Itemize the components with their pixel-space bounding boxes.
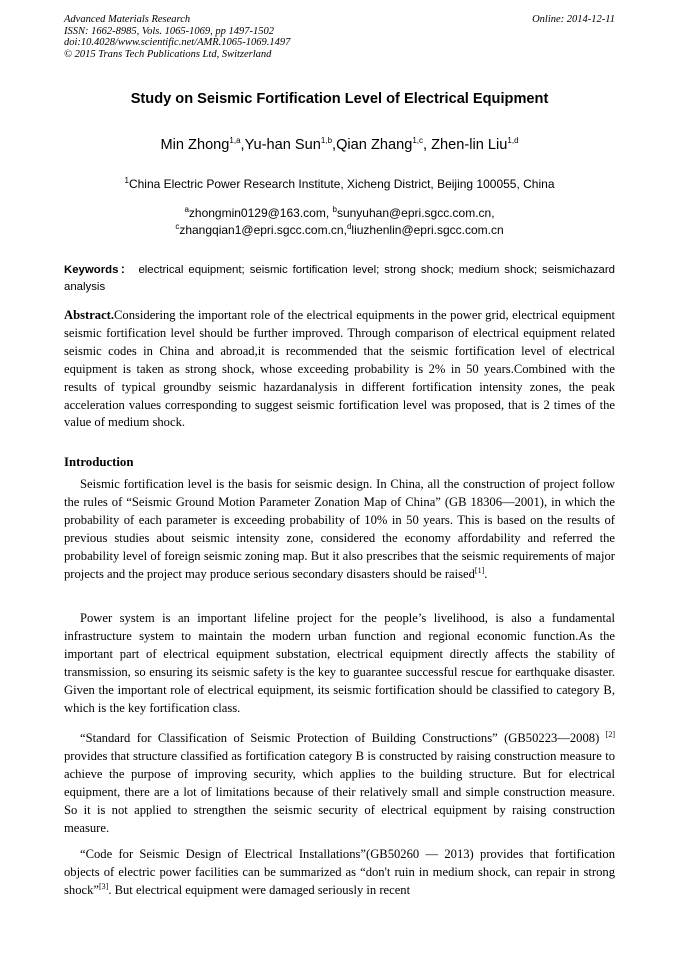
author-affil-sup: 1,d bbox=[507, 136, 519, 146]
author-list: Min Zhong$^{1,a}$,Yu-han Sun$^{1,b}$,Qian Zhang$^{1,c}$, Zhen-lin Liu$^{1,d}$ bbox=[160, 136, 519, 153]
affiliation bbox=[64, 177, 615, 191]
author-affil-sup: 1,b bbox=[320, 136, 333, 146]
doi-line: doi:10.4028/www.scientific.net/AMR.1065-1069.1497 bbox=[64, 37, 291, 48]
keywords-block bbox=[64, 262, 615, 296]
journal-name: Advanced Materials Research bbox=[64, 14, 191, 25]
paragraph-text: . But electrical equipment were damaged seriously in recent bbox=[108, 882, 411, 897]
citation-ref: [1] bbox=[474, 565, 485, 575]
email-sup: c bbox=[175, 222, 180, 231]
email-link[interactable]: zhongmin0129@163.com bbox=[188, 206, 326, 220]
paragraph bbox=[64, 476, 615, 583]
paper-title: Study on Seismic Fortification Level of Electrical Equipment bbox=[130, 91, 549, 107]
author-emails bbox=[64, 205, 615, 239]
author-name: Min Zhong bbox=[160, 137, 230, 153]
affiliation-text: China Electric Power Research Institute, Xicheng District, Beijing 100055, China bbox=[128, 177, 555, 191]
email-sup: d bbox=[346, 222, 352, 231]
citation-ref: [2] bbox=[605, 729, 615, 739]
paragraph-text: provides that structure classified as fortification category B is constructed by raising construction measure to achieve the purpose of improving security, which applies to the building structure. But for electrical equipment, there are a lot of limitations because of their relatively small and simple construction measure. So it is not applied to strengthen the seismic security of electrical equipment by raising construction measure. bbox=[64, 748, 615, 835]
email-link[interactable]: zhangqian1@epri.sgcc.com.cn bbox=[179, 223, 344, 237]
keywords-text: electrical equipment; seismic fortification level; strong shock; medium shock; seismichazard analysis bbox=[64, 264, 615, 293]
author-name: Yu-han Sun bbox=[244, 137, 321, 153]
online-date: Online: 2014-12-11 bbox=[532, 14, 615, 25]
email-line: $^a$zhongmin0129@163.com, $^b$sunyuhan@epri.sgcc.com.cn, bbox=[184, 205, 495, 220]
author-affil-sup: 1,a bbox=[229, 136, 241, 146]
author-name: Zhen-lin Liu bbox=[431, 137, 508, 153]
email-line: $^c$zhangqian1@epri.sgcc.com.cn,$^d$liuzhenlin@epri.sgcc.com.cn bbox=[175, 222, 504, 237]
paragraph bbox=[64, 610, 615, 717]
email-link[interactable]: sunyuhan@epri.sgcc.com.cn bbox=[336, 206, 492, 220]
author-affil-sup: 1,c bbox=[412, 136, 424, 146]
paragraph-end: . bbox=[484, 566, 488, 581]
paragraph-text: “Code for Seismic Design of Electrical Installations”(GB50260 — 2013) provides that fortification objects of electric power facilities can be summarized as “don't ruin in medium shock, can repair in strong shock” bbox=[64, 847, 615, 897]
abstract-text: Considering the important role of the electrical equipments in the power grid, electrical equipment seismic fortification level should be further improved. Through comparison of electrical equipment related seismic codes in China and abroad,it is recommended that the seismic fortification level of electrical equipment is taken as strong shock, whose exceeding probability is 2% in 50 years.Combined with the results of typical groundby seismic hazardanalysis in different fortification intensity zones, the peak acceleration values corresponding to suggest seismic fortification level was proposed, that is 2 times of the value of medium shock. bbox=[64, 308, 615, 430]
paragraph bbox=[64, 730, 615, 837]
paragraph-text: “Standard for Classification of Seismic Protection of Building Constructions” (GB50223—2008) bbox=[80, 731, 600, 745]
email-link[interactable]: liuzhenlin@epri.sgcc.com.cn bbox=[351, 223, 504, 237]
paragraph-text: Seismic fortification level is the basis for seismic design. In China, all the construction of project follow the rules of “Seismic Ground Motion Parameter Zonation Map of China” (GB 18306—2001), in which the probability of each parameter is exceeding probability of 10% in 50 years. This is based on the results of previous studies about seismic intensity zone, considered the economy affordability and referred the probability level of foreign seismic zoning map. But it also prescribes that the seismic requirements of major projects and the project may produce serious secondary disasters should be raised bbox=[64, 477, 615, 581]
header-left bbox=[64, 14, 290, 60]
author-name: Qian Zhang bbox=[336, 137, 413, 153]
affiliation-sup: 1 bbox=[124, 176, 129, 185]
paragraph-text: Power system is an important lifeline project for the people’s livelihood, is also a fundamental infrastructure system to maintain the modern urban function and regional economic function.As the important part of electrical equipment substation, electrical equipment directly affects the stability of transmission, so ensuring its seismic safety is the key to guarantee successful rescue for earthquake disaster. Given the important role of electrical equipment, its seismic fortification should be classified to category B, which is the key fortification class. bbox=[64, 611, 615, 715]
email-sup: a bbox=[184, 205, 189, 214]
issn-line: ISSN: 1662-8985, Vols. 1065-1069, pp 1497-1502 bbox=[64, 25, 274, 37]
copyright-line: © 2015 Trans Tech Publications Ltd, Switzerland bbox=[64, 48, 272, 60]
paragraph bbox=[64, 846, 615, 900]
email-sup: b bbox=[332, 205, 337, 214]
running-header bbox=[64, 14, 615, 60]
keywords-label: Keywords： bbox=[64, 264, 134, 276]
abstract-label: Abstract. bbox=[64, 308, 115, 322]
citation-ref: [3] bbox=[98, 881, 109, 891]
section-heading: Introduction bbox=[64, 455, 134, 469]
abstract-block bbox=[64, 307, 615, 432]
